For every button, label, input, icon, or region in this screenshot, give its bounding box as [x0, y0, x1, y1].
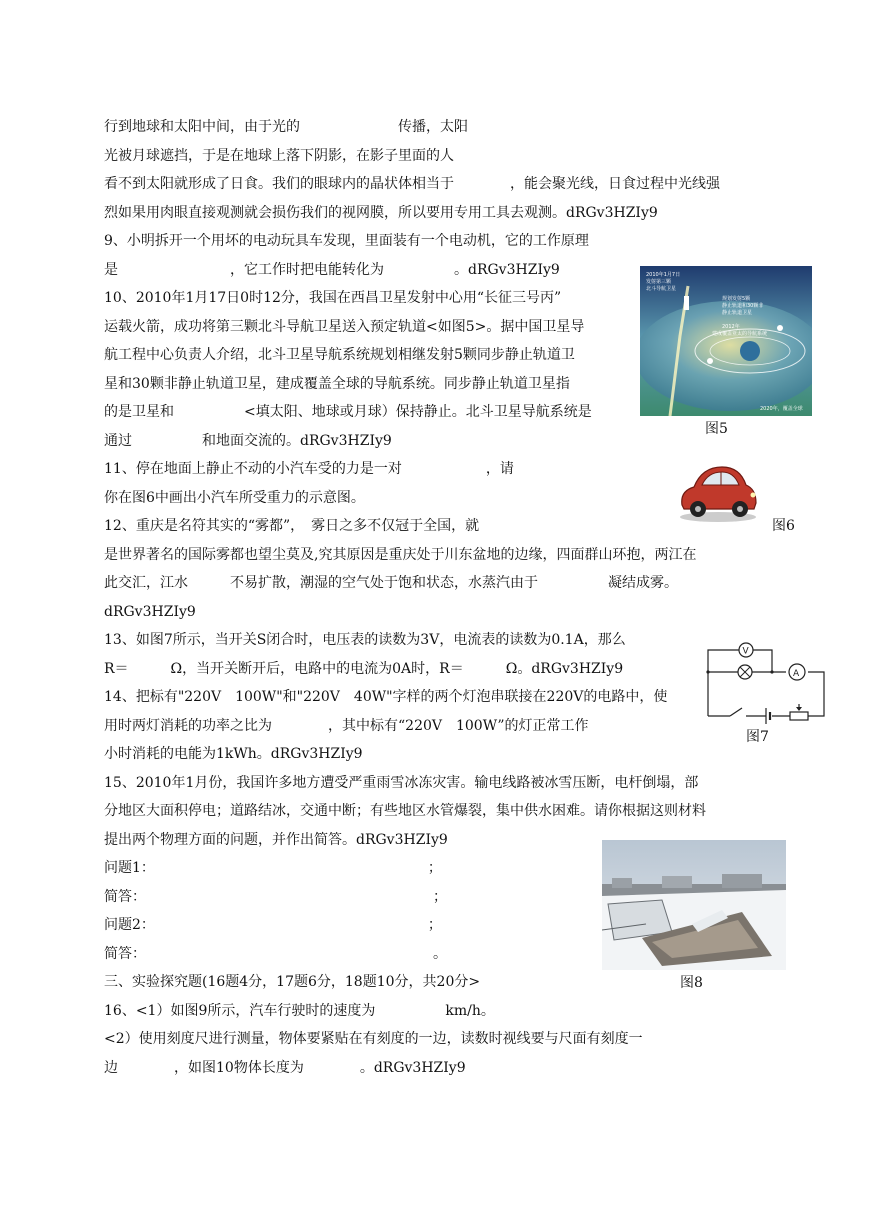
answer-line: 问题2： ；	[104, 917, 442, 933]
fig5-text: 规划发射5颗	[722, 296, 751, 302]
text-line: 运载火箭，成功将第三颗北斗导航卫星送入预定轨道<如图5>。据中国卫星导	[104, 319, 585, 335]
question-13: 13、如图7所示，当开关S闭合时，电压表的读数为3V，电流表的读数为0.1A，那么	[104, 632, 626, 648]
text-line: 提出两个物理方面的问题，并作出简答。dRGv3HZIy9	[104, 832, 448, 848]
text-line: 此交汇，江水 不易扩散，潮湿的空气处于饱和状态，水蒸汽由于 凝结成雾。	[104, 575, 678, 591]
answer-line: 简答： 。	[104, 946, 447, 962]
fig5-text: 2020年，覆盖全球	[760, 406, 803, 412]
fig5-text: 2012年	[722, 324, 740, 330]
question-12: 12、重庆是名符其实的“雾都”， 雾日之多不仅冠于全国，就	[104, 518, 480, 534]
figure-8-photo	[602, 840, 786, 970]
section-heading: 三、实验探究题(16题4分，17题6分，18题10分，共20分>	[104, 974, 481, 990]
fig5-text: 发射第三颗	[646, 279, 672, 285]
fig5-text: 静止轨道卫星	[722, 310, 753, 316]
text-line: dRGv3HZIy9	[104, 604, 196, 620]
question-10: 10、2010年1月17日0时12分，我国在西昌卫星发射中心用“长征三号丙”	[104, 290, 562, 306]
text-line: 小时消耗的电能为1kWh。dRGv3HZIy9	[104, 746, 363, 762]
text-line: 行到地球和太阳中间，由于光的 传播，太阳	[104, 119, 468, 135]
text-line: 星和30颗非静止轨道卫星，建成覆盖全球的导航系统。同步静止轨道卫星指	[104, 376, 570, 392]
fig5-text: 北斗导航卫星	[646, 286, 677, 292]
figure-7-circuit-diagram	[690, 634, 830, 726]
text-line: <2）使用刻度尺进行测量，物体要紧贴在有刻度的一边，读数时视线要与尺面有刻度一	[104, 1031, 643, 1047]
text-line: R＝ Ω，当开关断开后，电路中的电流为0A时，R＝ Ω。dRGv3HZIy9	[104, 661, 624, 677]
text-line: 你在图6中画出小汽车所受重力的示意图。	[104, 490, 365, 506]
voltmeter-symbol: V	[742, 646, 749, 657]
figure-6-car-image	[676, 455, 760, 525]
fig5-text: 建成覆盖亚太的导航系统	[712, 331, 768, 337]
answer-line: 问题1： ；	[104, 860, 442, 876]
question-15: 15、2010年1月份，我国许多地方遭受严重雨雪冰冻灾害。输电线路被冰雪压断，电杆倒塌，部	[104, 775, 699, 791]
question-14: 14、把标有"220V 100W"和"220V 40W"字样的两个灯泡串联接在220V的电路中，使	[104, 689, 668, 705]
question-11: 11、停在地面上静止不动的小汽车受的力是一对 ，请	[104, 461, 514, 477]
text-line: 光被月球遮挡，于是在地球上落下阴影，在影子里面的人	[104, 148, 454, 164]
text-line: 分地区大面积停电；道路结冰，交通中断；有些地区水管爆裂，集中供水困难。请你根据这则材料	[104, 803, 706, 819]
ammeter-symbol: A	[793, 669, 800, 679]
text-line: 是世界著名的国际雾都也望尘莫及,究其原因是重庆处于川东盆地的边缘，四面群山环抱，两江在	[104, 547, 697, 563]
answer-line: 简答： ；	[104, 889, 447, 905]
question-9: 9、小明拆开一个用坏的电动玩具车发现，里面装有一个电动机，它的工作原理	[104, 233, 589, 249]
text-line: 航工程中心负责人介绍，北斗卫星导航系统规划相继发射5颗同步静止轨道卫	[104, 347, 575, 363]
text-line: 用时两灯消耗的功率之比为 ，其中标有“220V 100W”的灯正常工作	[104, 718, 589, 734]
text-line: 的是卫星和 <填太阳、地球或月球）保持静止。北斗卫星导航系统是	[104, 404, 592, 420]
figure-8-caption: 图8	[680, 975, 703, 991]
text-line: 看不到太阳就形成了日食。我们的眼球内的晶状体相当于 ，能会聚光线，日食过程中光线强	[104, 176, 720, 192]
figure-5-caption: 图5	[705, 421, 728, 437]
text-line: 通过 和地面交流的。dRGv3HZIy9	[104, 433, 392, 449]
figure-7-caption: 图7	[746, 729, 769, 745]
figure-5-image	[640, 266, 812, 416]
text-line: 边 ，如图10物体长度为 。dRGv3HZIy9	[104, 1060, 466, 1076]
question-16: 16、<1）如图9所示，汽车行驶时的速度为 km/h。	[104, 1003, 495, 1019]
text-line: 烈如果用肉眼直接观测就会损伤我们的视网膜，所以要用专用工具去观测。dRGv3HZIy9	[104, 205, 658, 221]
text-line: 是 ，它工作时把电能转化为 。dRGv3HZIy9	[104, 262, 560, 278]
fig5-text: 静止轨道和30颗非	[722, 303, 764, 309]
figure-6-caption: 图6	[772, 518, 795, 534]
fig5-text: 2010年1月7日	[646, 272, 681, 278]
